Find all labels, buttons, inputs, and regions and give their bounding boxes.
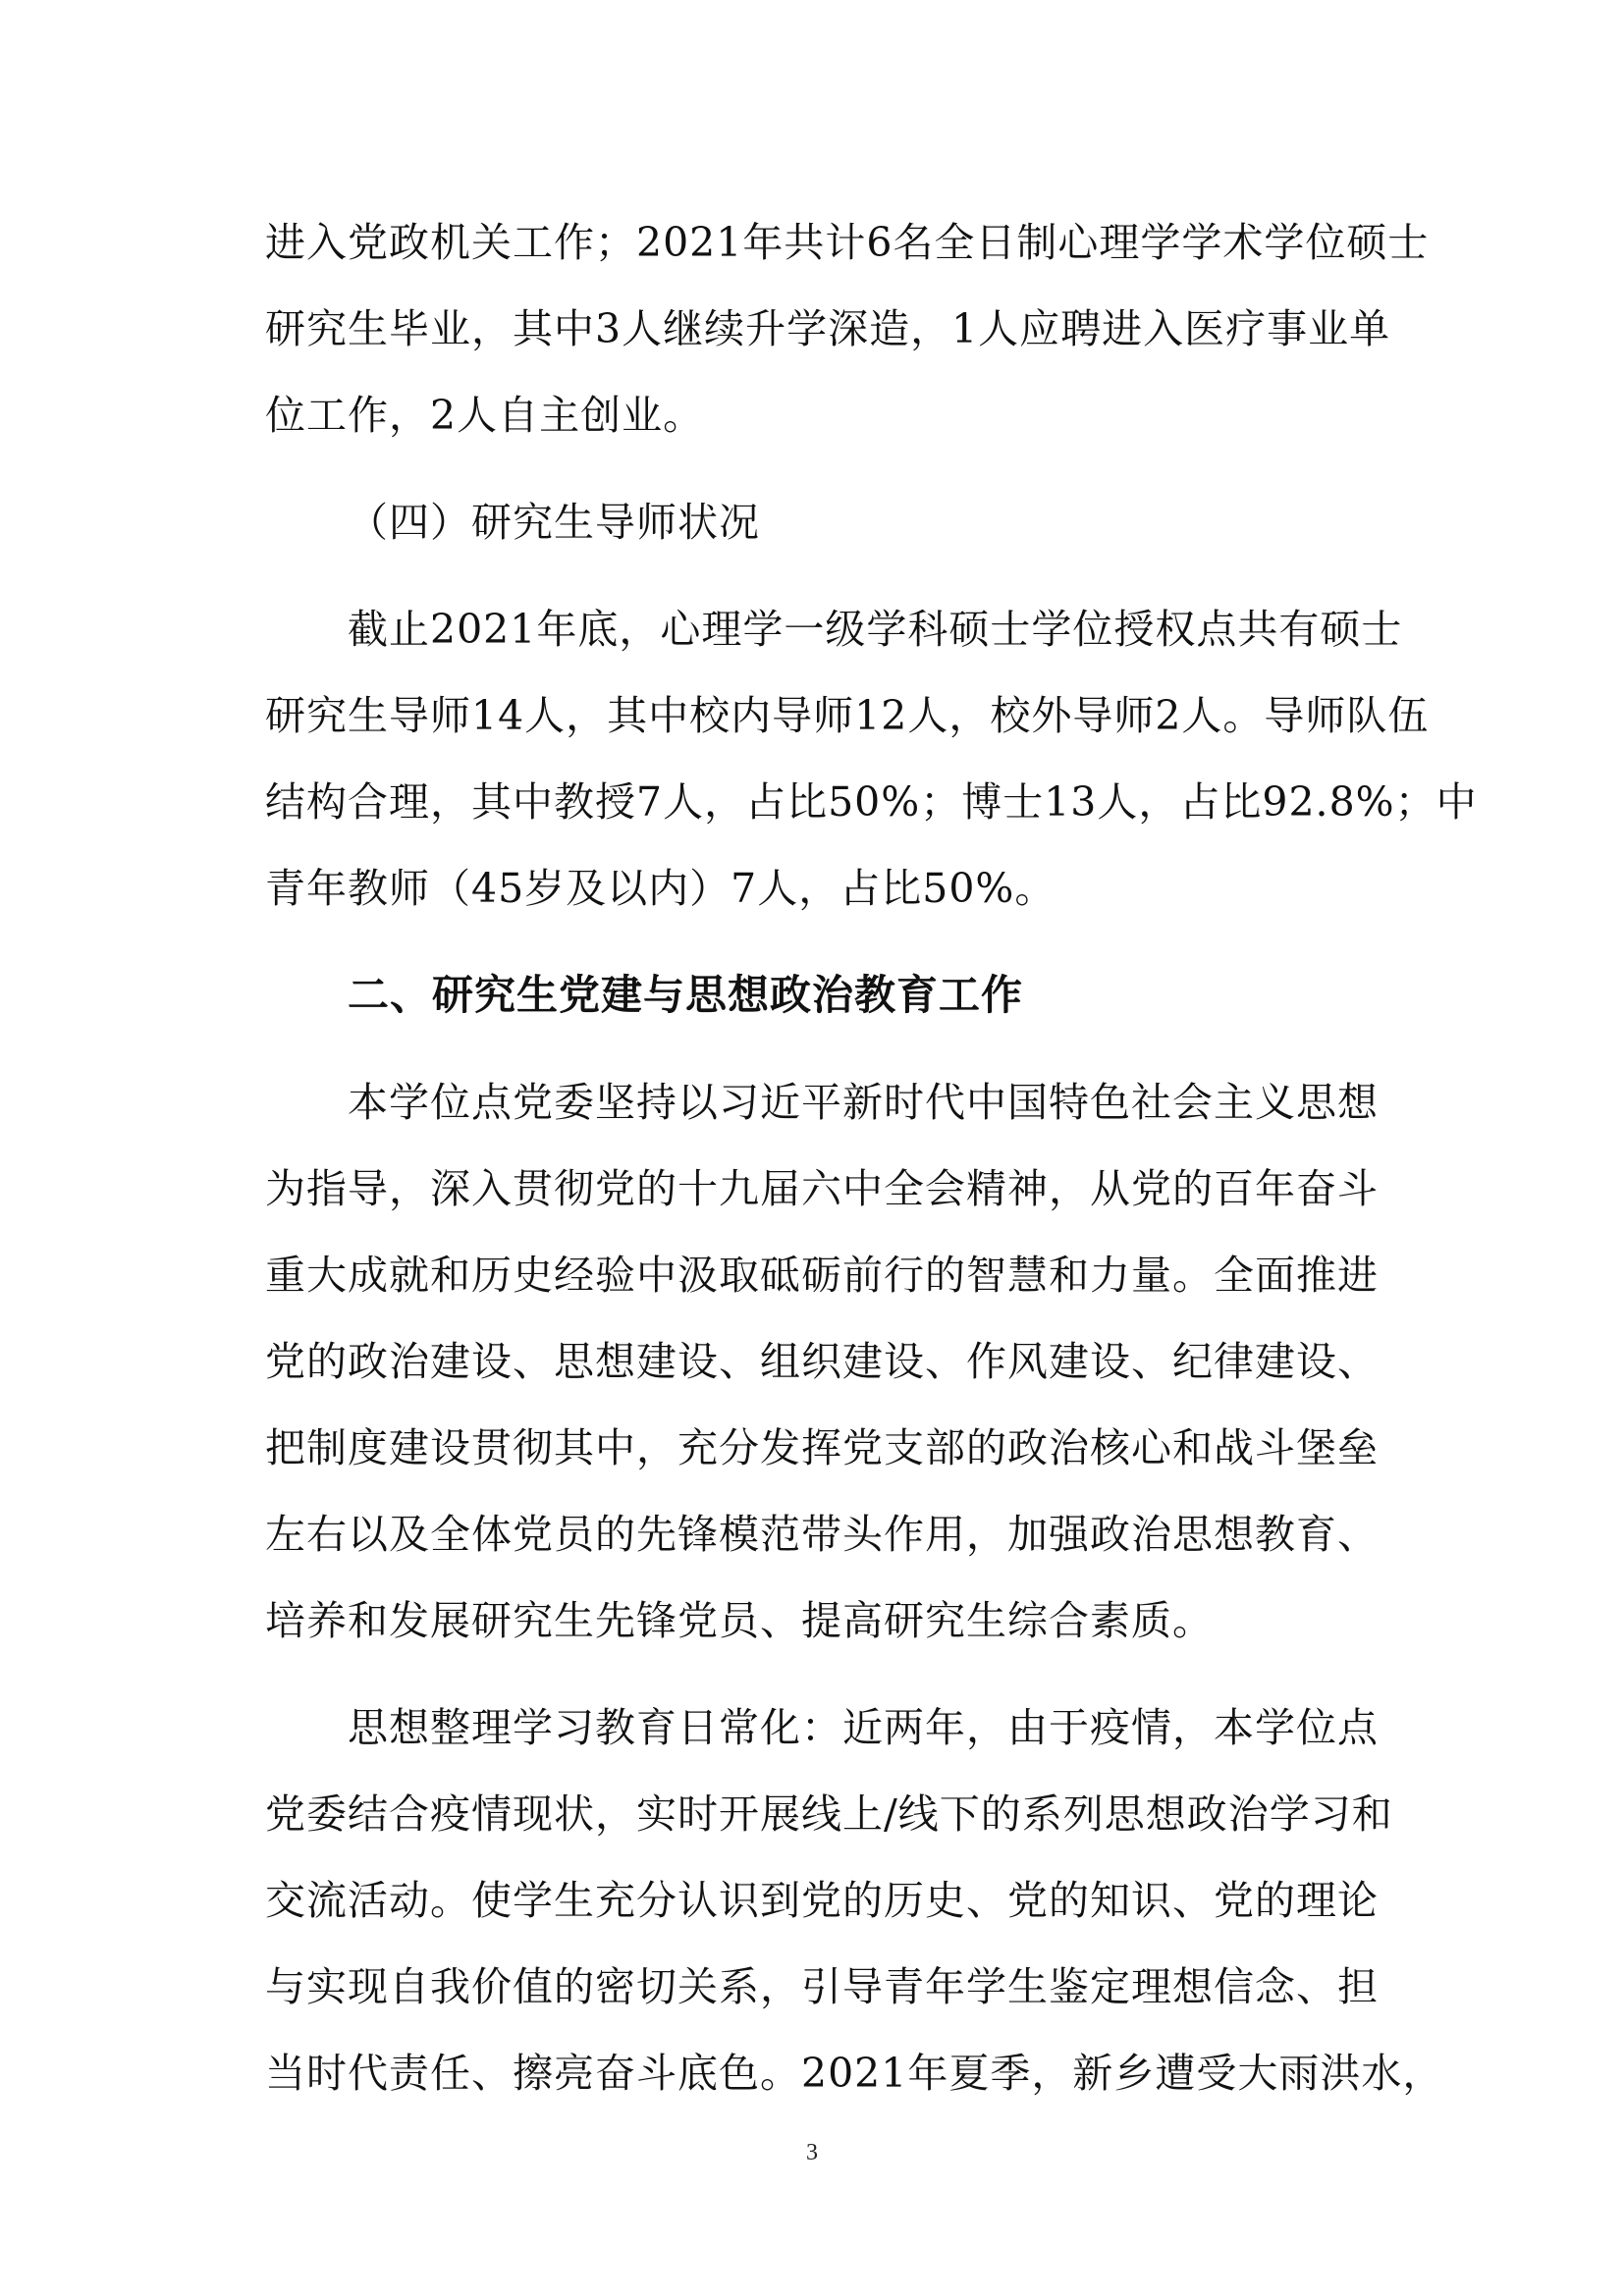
text-line: 研究生毕业，其中3人继续升学深造，1人应聘进入医疗事业单 (265, 305, 1391, 352)
section-heading (265, 964, 1353, 1050)
text-line: 研究生导师14人，其中校内导师12人，校外导师2人。导师队伍 (265, 692, 1430, 739)
text-line: 当时代责任、擦亮奋斗底色。2021年夏季，新乡遭受大雨洪水， (265, 2050, 1444, 2097)
text-line: 左右以及全体党员的先锋模范带头作用，加强政治思想教育、 (265, 1511, 1379, 1558)
text-line: 党的政治建设、思想建设、组织建设、作风建设、纪律建设、 (265, 1338, 1379, 1385)
page-number: 3 (806, 2140, 818, 2165)
text-line: 二、研究生党建与思想政治教育工作 (348, 971, 1024, 1019)
paragraph (265, 211, 1430, 470)
text-line: 思想整理学习教育日常化：近两年，由于疫情，本学位点 (348, 1704, 1379, 1751)
text-line: 截止2021年底，心理学一级学科硕士学位授权点共有硕士 (348, 606, 1403, 653)
text-line: 青年教师（45岁及以内）7人，占比50%。 (265, 865, 1056, 912)
text-line: 本学位点党委坚持以习近平新时代中国特色社会主义思想 (348, 1079, 1379, 1126)
document-body (265, 211, 1478, 2149)
text-line: 重大成就和历史经验中汲取砥砺前行的智慧和力量。全面推进 (265, 1252, 1379, 1299)
text-line: 把制度建设贯彻其中，充分发挥党支部的政治核心和战斗堡垒 (265, 1424, 1379, 1471)
text-line: 与实现自我价值的密切关系，引导青年学生鉴定理想信念、担 (265, 1963, 1379, 2010)
text-line: 培养和发展研究生先锋党员、提高研究生综合素质。 (265, 1597, 1214, 1644)
text-line: 进入党政机关工作；2021年共计6名全日制心理学学术学位硕士 (265, 219, 1430, 266)
subsection-heading (265, 491, 1353, 577)
paragraph (265, 1696, 1444, 2128)
paragraph (265, 1071, 1379, 1676)
text-line: 结构合理，其中教授7人，占比50%；博士13人，占比92.8%；中 (265, 778, 1478, 826)
text-line: 位工作，2人自主创业。 (265, 392, 705, 439)
text-line: 为指导，深入贯彻党的十九届六中全会精神，从党的百年奋斗 (265, 1165, 1379, 1212)
text-line: 党委结合疫情现状，实时开展线上/线下的系列思想政治学习和 (265, 1790, 1393, 1838)
text-line: 交流活动。使学生充分认识到党的历史、党的知识、党的理论 (265, 1877, 1379, 1924)
text-line: （四）研究生导师状况 (348, 499, 760, 546)
paragraph (265, 598, 1478, 943)
